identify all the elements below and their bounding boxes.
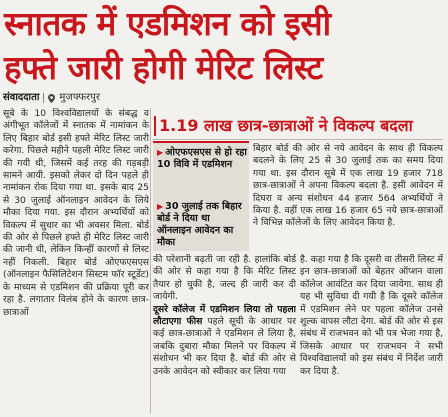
highlight-item-text: 30 जुलाई तक बिहार बोर्ड ने दिया था ऑनलाइन आवेदन का मौका <box>157 201 242 248</box>
highlight-item <box>157 147 247 171</box>
article-paragraph-middle-rest: पहले सूची के आधार पर कई छात्र-छात्राओं ने एडमिशन ले लिया है, जबकि दुबारा मौका मिलने पर विकल्प में संशोधन भी कर दिया है. बोर्ड की ओर से उनके आवेदन को स्वीकार कर लिया गया <box>153 316 296 377</box>
triangle-bullet-icon: ▶ <box>157 202 164 211</box>
byline <box>3 90 100 106</box>
highlight-box <box>153 141 249 251</box>
highlight-item <box>157 201 247 249</box>
article-paragraph-right-top: बिहार बोर्ड की ओर से नये आवेदन के साथ ही विकल्प बदलने के लिए 25 से 30 जुलाई तक का समय दिया गया था. इस दौरान सूबे में एक लाख 19 हजार 718 छात्र-छात्राओं ने अपना विकल्प बदला है. इसी आवेदन में दिघरा व अन्य संशोधन 44 हजार 564 अभ्यर्थियों ने किया है. वहीं एक लाख 16 हजार 65 नये छात्र-छात्राओं ने विभिन्न कॉलेजों के लिए आवेदन किया है. <box>253 143 443 229</box>
column-divider <box>150 108 151 414</box>
article-column-left <box>3 108 149 414</box>
article-paragraph-right-bottom: है. कहा गया है कि दूसरी वा तीसरी लिस्ट में इन छात्र-छात्राओं को बेहतर ऑप्शन वाला कॉलेज आवंटित कर दिया जायेगा. साथ ही यह भी सुविधा दी गयी है कि दूसरे कॉलेज में एडमिशन लेने पर पहला कॉलेज उनसे शुल्क वापस लौटा देगा. बोर्ड की ओर से इस संबंध में राजभवन को भी पत्र भेजा गया है, जिसके आधार पर राजभवन ने सभी विश्वविद्यालयों को इस संबंध में निर्देश जारी कर दिया है. <box>300 254 443 377</box>
byline-reporter: संवाददाता <box>3 92 40 103</box>
byline-place: मुजफ्फरपुर <box>59 92 100 103</box>
article-paragraph-left: सूबे के 10 विश्वविद्यालयों के संबद्ध व अंगीभूत कॉलेजों में स्नातक में नामांकन के लिए बिहार बोर्ड इसी हफ्ते मेरिट लिस्ट जारी करेगा. पिछले महीने पहली मेरिट लिस्ट जारी की गयी थी, जिसमें कई तरह की गड़बड़ी सामने आयी. इसको लेकर दो दिन पहले ही नामांकन रोक दिया गया था. इसके बाद 25 से 30 जुलाई ऑनलाइन आवेदन के लिये मौका दिया गया. इस दौरान अभ्यर्थियों को विकल्प में सुधार का भी अवसर मिला. बोर्ड की ओर से पिछले हफ्ते ही मेरिट लिस्ट जारी की जानी थी, लेकिन किन्हीं कारणों से लिस्ट नहीं निकली. बिहार बोर्ड ओएफएसएस (ऑनलाइन फैसिलिटेशन सिस्टम फॉर स्टूडेंट) के माध्यम से एडमिशन की प्रक्रिया पूरी कर रहा है. लगातार विलंब होने के कारण छात्र-छात्राओं <box>3 108 149 318</box>
triangle-bullet-icon: ▶ <box>157 148 164 157</box>
headline-line-1: स्नातक में एडमिशन को इसी <box>4 4 331 43</box>
subheading-text: 1.19 लाख छात्र-छात्राओं ने विकल्प बदला <box>159 116 413 135</box>
subheading-bar <box>154 116 156 136</box>
byline-separator <box>43 93 44 103</box>
article-inline-subheading: दूसरे कॉलेज में एडमिशन लिया तो पहला लौटाएगा फीस <box>153 303 296 328</box>
highlight-item-text: ओएफएसएस से हो रहा 10 विवि में एडमिशन <box>157 147 247 170</box>
article-column-right-bottom <box>300 254 443 416</box>
location-pin-icon <box>48 94 55 103</box>
headline <box>4 2 444 90</box>
subheading <box>154 115 442 137</box>
article-column-middle <box>153 254 296 416</box>
article-column-right-top <box>253 143 443 251</box>
article-paragraph-middle-intro: की परेशानी बढ़ती जा रही है. हालांकि बोर्ड की ओर से कहा गया है कि मेरिट लिस्ट तैयार हो चुकी है, जल्द ही जारी कर दी जायेगी. <box>153 254 296 303</box>
subheading-divider <box>153 139 443 140</box>
headline-line-2: हफ्ते जारी होगी मेरिट लिस्ट <box>4 48 323 87</box>
